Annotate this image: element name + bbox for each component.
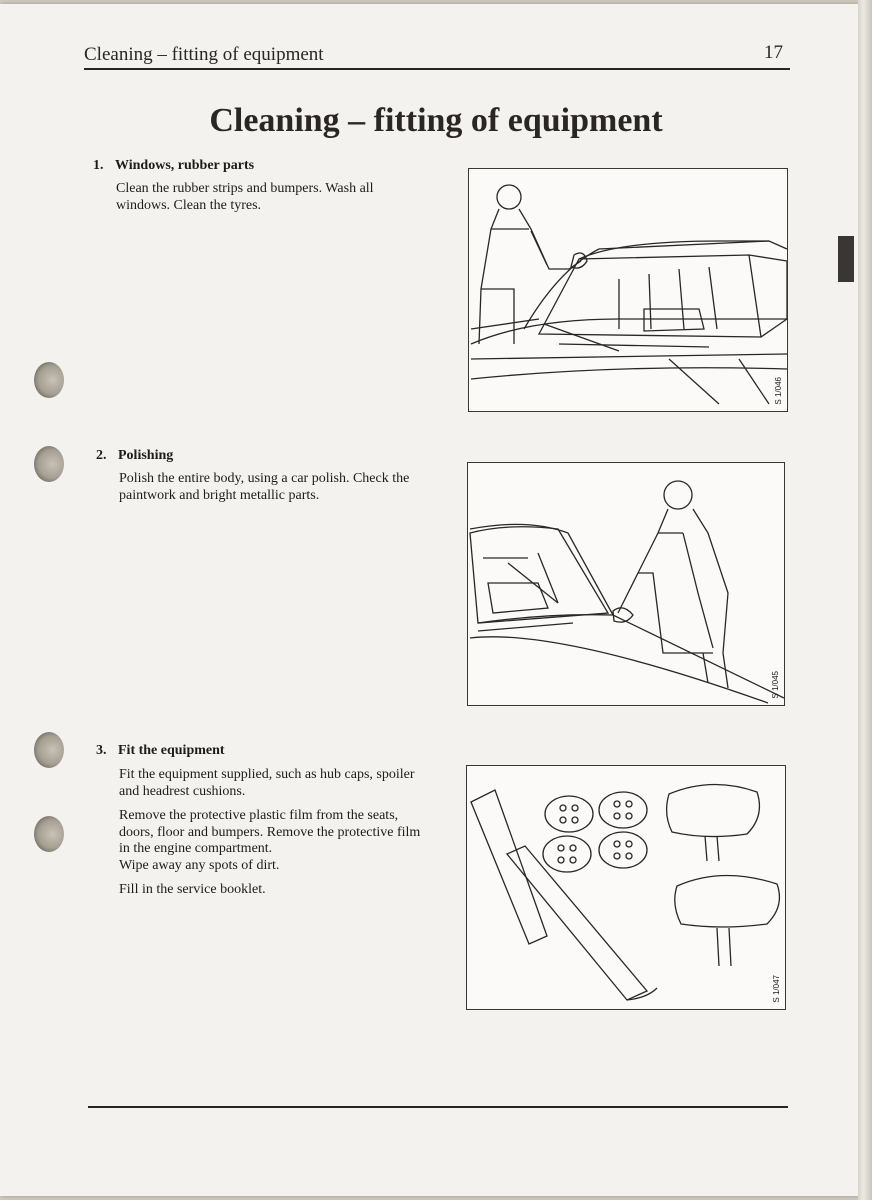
binder-hole <box>34 362 64 398</box>
binder-hole <box>34 446 64 482</box>
paragraph: Wipe away any spots of dirt. <box>119 857 280 873</box>
section-body <box>119 471 431 512</box>
washing-windows-illustration <box>469 169 787 411</box>
section-heading <box>96 743 225 759</box>
section-number: 1. <box>93 158 104 173</box>
equipment-illustration <box>467 766 785 1009</box>
paragraph: Fit the equipment supplied, such as hub caps, spoiler and headrest cushions. <box>119 767 415 799</box>
section-title: Polishing <box>118 448 174 463</box>
section-body <box>119 767 431 907</box>
header-rule <box>84 68 790 70</box>
footer-rule <box>88 1106 788 1108</box>
page-title: Cleaning – fitting of equipment <box>209 102 663 139</box>
figure-washing-windows <box>468 168 788 412</box>
paragraph: Polish the entire body, using a car polish. Check the paintwork and bright metallic parts. <box>119 471 410 503</box>
page-number: 17 <box>764 42 783 63</box>
section-heading <box>93 158 254 174</box>
section-body <box>116 181 428 222</box>
paragraph: Fill in the service booklet. <box>119 882 266 897</box>
figure-equipment <box>466 765 786 1010</box>
section-number: 3. <box>96 743 107 758</box>
section-number: 2. <box>96 448 107 463</box>
section-heading <box>96 448 173 464</box>
thumb-index-tab <box>838 236 854 282</box>
figure-code: S 1/046 <box>774 377 783 405</box>
figure-polishing <box>467 462 785 706</box>
running-header: Cleaning – fitting of equipment <box>84 44 324 65</box>
section-title: Fit the equipment <box>118 743 225 758</box>
figure-code: S 1/047 <box>772 975 781 1003</box>
page-edge <box>858 0 872 1200</box>
section-title: Windows, rubber parts <box>115 158 255 173</box>
binder-hole <box>34 816 64 852</box>
paragraph: Remove the protective plastic film from the seats, doors, floor and bumpers. Remove the protective film in the engine compartment. <box>119 808 421 856</box>
figure-code: S 1/045 <box>771 671 780 699</box>
paragraph: Clean the rubber strips and bumpers. Wash all windows. Clean the tyres. <box>116 181 374 213</box>
polishing-illustration <box>468 463 784 705</box>
binder-hole <box>34 732 64 768</box>
